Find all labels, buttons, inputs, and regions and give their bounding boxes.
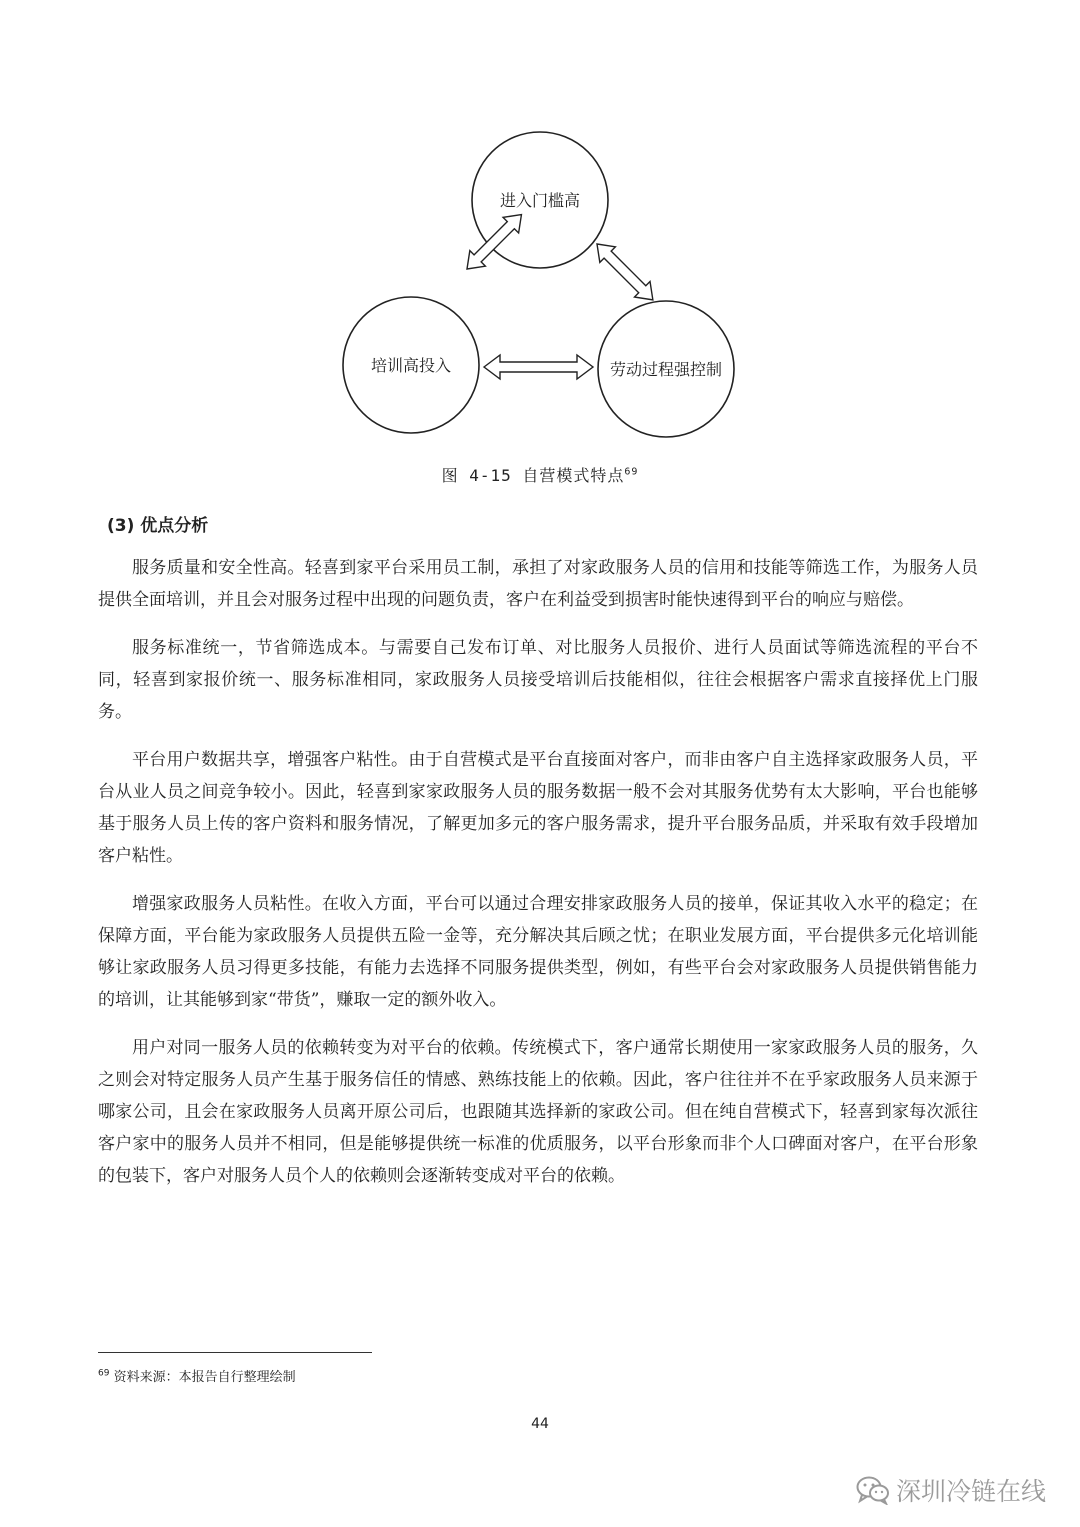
footnote-marker: 69 — [98, 1368, 110, 1379]
node-label-right: 劳动过程强控制 — [609, 360, 723, 379]
arrow-top-right — [589, 236, 660, 307]
footnote-text: 资料来源：本报告自行整理绘制 — [113, 1370, 296, 1385]
caption-text: 图 4-15 自营模式特点 — [441, 466, 625, 485]
body-text — [98, 552, 978, 1208]
watermark — [856, 1472, 1046, 1508]
watermark-text: 深圳冷链在线 — [895, 1477, 1046, 1506]
paragraph-service-standard: 服务标准统一，节省筛选成本。与需要自己发布订单、对比服务人员报价、进行人员面试等筛选流程的平台不同，轻喜到家报价统一、服务标准相同，家政服务人员接受培训后技能相似，往往会根据客户需求直接择优上门服务。 — [98, 638, 978, 722]
arrow-left-right — [484, 355, 593, 379]
footnote — [98, 1366, 296, 1385]
paragraph-platform-dependence: 用户对同一服务人员的依赖转变为对平台的依赖。传统模式下，客户通常长期使用一家家政服务人员的服务，久之则会对特定服务人员产生基于服务信任的情感、熟练技能上的依赖。因此，客户往往并不在乎家政服务人员来源于哪家公司，且会在家政服务人员离开原公司后，也跟随其选择新的家政公司。但在纯自营模式下，轻喜到家每次派往客户家中的服务人员并不相同，但是能够提供统一标准的优质服务，以平台形象而非个人口碑面对客户，在平台形象的包装下，客户对服务人员个人的依赖则会逐渐转变成对平台的依赖。 — [98, 1038, 978, 1186]
wechat-icon — [856, 1475, 890, 1505]
paragraph-staff-stickiness: 增强家政服务人员粘性。在收入方面，平台可以通过合理安排家政服务人员的接单，保证其收入水平的稳定；在保障方面，平台能为家政服务人员提供五险一金等，充分解决其后顾之忧；在职业发展方面，平台提供多元化培训能够让家政服务人员习得更多技能，有能力去选择不同服务提供类型，例如，有些平台会对家政服务人员提供销售能力的培训，让其能够到家“带货”，赚取一定的额外收入。 — [98, 894, 978, 1010]
paragraph-data-sharing: 平台用户数据共享，增强客户粘性。由于自营模式是平台直接面对客户，而非由客户自主选择家政服务人员，平台从业人员之间竞争较小。因此，轻喜到家家政服务人员的服务数据一般不会对其服务优势有太大影响，平台也能够基于服务人员上传的客户资料和服务情况，了解更加多元的客户服务需求，提升平台服务品质，并采取有效手段增加客户粘性。 — [98, 750, 978, 866]
node-label-top: 进入门槛高 — [499, 191, 581, 210]
footnote-divider — [98, 1352, 372, 1353]
figure-caption — [0, 463, 1080, 486]
page-number: 44 — [531, 1416, 549, 1432]
caption-footnote-ref: 69 — [624, 466, 639, 478]
section-heading: (3) 优点分析 — [107, 516, 209, 536]
node-label-left: 培训高投入 — [370, 356, 452, 375]
feature-diagram — [0, 0, 1080, 460]
paragraph-service-quality: 服务质量和安全性高。轻喜到家平台采用员工制，承担了对家政服务人员的信用和技能等筛选工作，为服务人员提供全面培训，并且会对服务过程中出现的问题负责，客户在利益受到损害时能快速得到平台的响应与赔偿。 — [98, 558, 978, 610]
